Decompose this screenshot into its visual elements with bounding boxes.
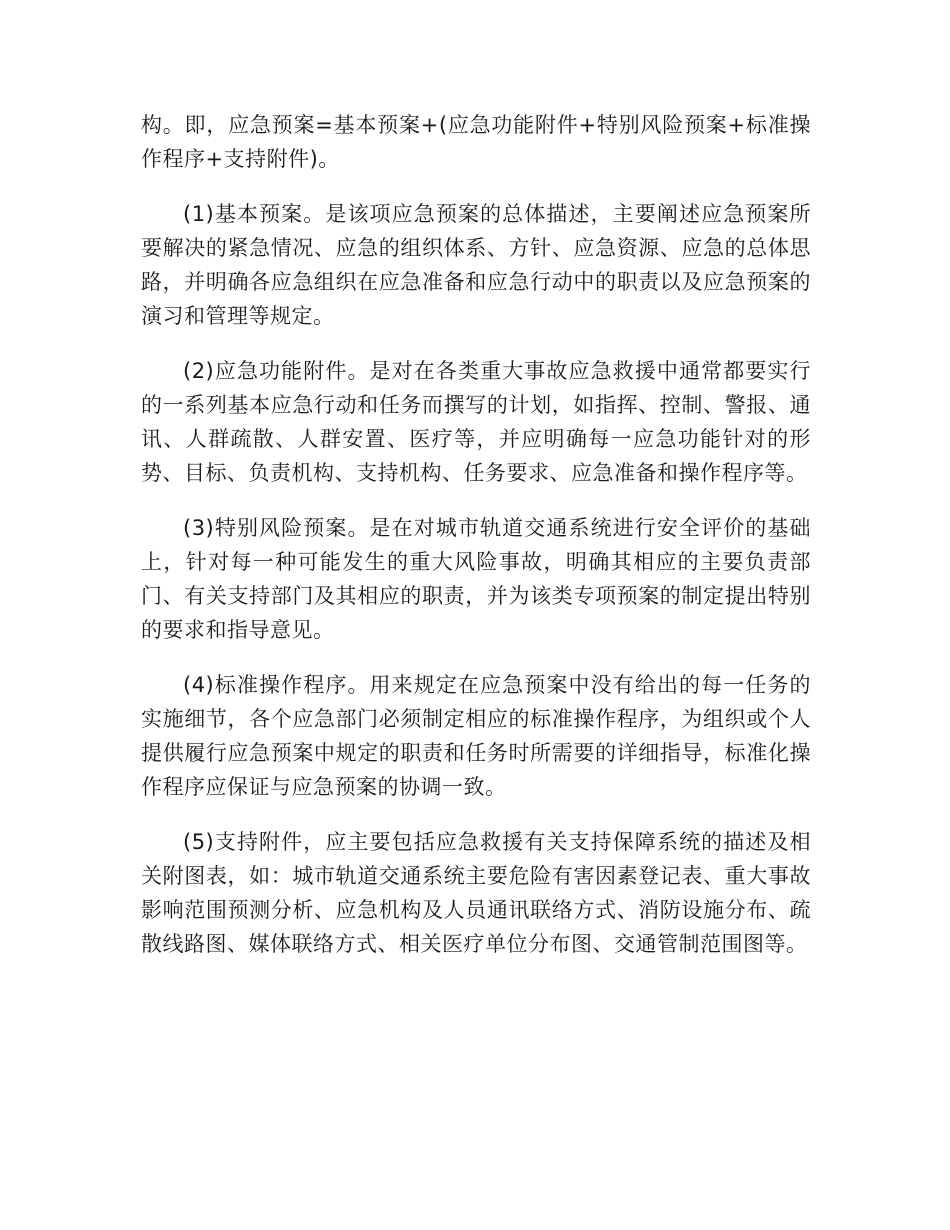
paragraph-special-risk-plan: (3)特别风险预案。是在对城市轨道交通系统进行安全评价的基础上，针对每一种可能发生的重大风险事故，明确其相应的主要负责部门、有关支持部门及其相应的职责，并为该类专项预案的制定提出特别的要求和指导意见。 [141, 516, 811, 642]
paragraph-support-annex: (5)支持附件，应主要包括应急救援有关支持保障系统的描述及相关附图表，如：城市轨道交通系统主要危险有害因素登记表、重大事故影响范围预测分析、应急机构及人员通讯联络方式、消防设施分布、疏散线路图、媒体联络方式、相关医疗单位分布图、交通管制范围图等。 [141, 830, 811, 956]
paragraph-basic-plan: (1)基本预案。是该项应急预案的总体描述，主要阐述应急预案所要解决的紧急情况、应急的组织体系、方针、应急资源、应急的总体思路，并明确各应急组织在应急准备和应急行动中的职责以及应急预案的演习和管理等规定。 [141, 202, 811, 328]
paragraph-continuation: 构。即，应急预案=基本预案+(应急功能附件+特别风险预案+标准操作程序+支持附件)。 [141, 113, 811, 171]
paragraph-standard-procedures: (4)标准操作程序。用来规定在应急预案中没有给出的每一任务的实施细节，各个应急部门必须制定相应的标准操作程序，为组织或个人提供履行应急预案中规定的职责和任务时所需要的详细指导，标准化操作程序应保证与应急预案的协调一致。 [141, 673, 811, 799]
document-body [141, 108, 811, 982]
paragraph-functional-annex: (2)应急功能附件。是对在各类重大事故应急救援中通常都要实行的一系列基本应急行动和任务而撰写的计划，如指挥、控制、警报、通讯、人群疏散、人群安置、医疗等，并应明确每一应急功能针对的形势、目标、负责机构、支持机构、任务要求、应急准备和操作程序等。 [141, 359, 811, 485]
